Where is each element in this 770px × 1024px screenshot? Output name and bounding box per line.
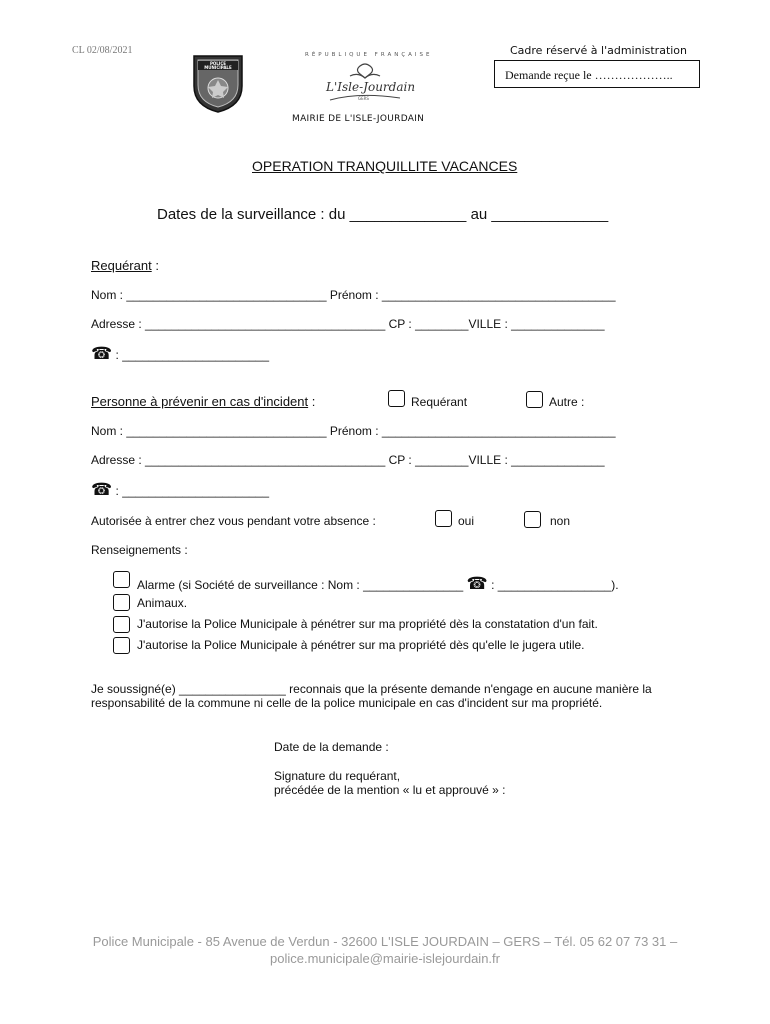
autorise-utile-label: J'autorise la Police Municipale à pénétrer sur ma propriété dès qu'elle le jugera utile. xyxy=(137,638,585,652)
admin-frame xyxy=(494,60,700,88)
contact-colon: : xyxy=(308,394,316,409)
contact-label: Personne à prévenir en cas d'incident xyxy=(91,394,309,409)
declaration-line-2: responsabilité de la commune ni celle de la police municipale en cas d'incident sur ma propriété. xyxy=(91,696,603,710)
oui-checkbox[interactable] xyxy=(435,510,452,527)
non-checkbox[interactable] xyxy=(524,511,541,528)
phone-icon: ☎ xyxy=(466,574,488,593)
phone-icon: ☎ xyxy=(91,480,113,499)
contact-name-field[interactable]: Nom : ______________________________ Prénom : ___________________________________ xyxy=(91,424,616,438)
requerant-option-label: Requérant xyxy=(411,395,468,409)
requerant-colon: : xyxy=(151,258,159,273)
non-label: non xyxy=(550,514,571,528)
town-logo-sub: GERS xyxy=(358,96,369,101)
requerant-heading xyxy=(91,258,159,273)
alarme-checkbox[interactable] xyxy=(113,571,130,588)
contact-phone-row xyxy=(91,480,269,500)
footer-email: police.municipale@mairie-islejourdain.fr xyxy=(270,951,500,966)
footer-address: Police Municipale - 85 Avenue de Verdun - 32600 L'ISLE JOURDAIN – GERS – Tél. 05 62 07 73 31 – xyxy=(92,934,678,949)
police-badge-logo xyxy=(190,52,246,114)
document-reference: CL 02/08/2021 xyxy=(72,45,133,56)
contact-phone-field[interactable]: : ______________________ xyxy=(115,484,270,498)
contact-heading xyxy=(91,394,315,409)
signature-label: Signature du requérant, xyxy=(274,769,401,783)
requerant-name-field[interactable]: Nom : ______________________________ Prénom : ___________________________________ xyxy=(91,288,616,302)
police-badge-text: POLICE MUNICIPALE xyxy=(204,61,232,70)
alarme-phone-field[interactable]: : _________________). xyxy=(491,578,619,592)
autre-option-label: Autre : xyxy=(549,395,585,409)
town-logo xyxy=(320,62,416,104)
form-title: OPERATION TRANQUILLITE VACANCES xyxy=(252,158,518,174)
admin-received-field[interactable]: Demande reçue le ……………….. xyxy=(505,68,673,82)
contact-address-field[interactable]: Adresse : ____________________________________ CP : ________VILLE : ______________ xyxy=(91,453,605,467)
republique-francaise: RÉPUBLIQUE FRANÇAISE xyxy=(305,52,433,58)
autorise-constatation-checkbox[interactable] xyxy=(113,616,130,633)
animaux-label: Animaux. xyxy=(137,596,188,610)
surveillance-dates-field[interactable]: Dates de la surveillance : du ______________ au ______________ xyxy=(157,206,609,223)
requerant-phone-row xyxy=(91,344,269,364)
requerant-checkbox[interactable] xyxy=(388,390,405,407)
alarme-field[interactable]: Alarme (si Société de surveillance : Nom : _______________ xyxy=(137,578,464,592)
request-date-label: Date de la demande : xyxy=(274,740,389,754)
admin-frame-title: Cadre réservé à l'administration xyxy=(510,44,688,57)
authorization-question: Autorisée à entrer chez vous pendant votre absence : xyxy=(91,514,376,528)
renseignements-label: Renseignements : xyxy=(91,543,188,557)
town-logo-text: L'Isle-Jourdain xyxy=(326,80,416,94)
signature-mention: précédée de la mention « lu et approuvé » : xyxy=(274,783,506,797)
phone-icon: ☎ xyxy=(91,344,113,363)
mairie-name: MAIRIE DE L'ISLE-JOURDAIN xyxy=(292,114,425,124)
autorise-utile-checkbox[interactable] xyxy=(113,637,130,654)
autre-checkbox[interactable] xyxy=(526,391,543,408)
oui-label: oui xyxy=(458,514,475,528)
requerant-address-field[interactable]: Adresse : ____________________________________ CP : ________VILLE : ______________ xyxy=(91,317,605,331)
requerant-phone-field[interactable]: : ______________________ xyxy=(115,348,270,362)
alarme-row xyxy=(137,574,619,594)
requerant-label: Requérant xyxy=(91,258,152,273)
animaux-checkbox[interactable] xyxy=(113,594,130,611)
autorise-constatation-label: J'autorise la Police Municipale à pénétrer sur ma propriété dès la constatation d'un fait. xyxy=(137,617,598,631)
declaration-line-1[interactable]: Je soussigné(e) ________________ reconnais que la présente demande n'engage en aucune manière la xyxy=(91,682,652,696)
